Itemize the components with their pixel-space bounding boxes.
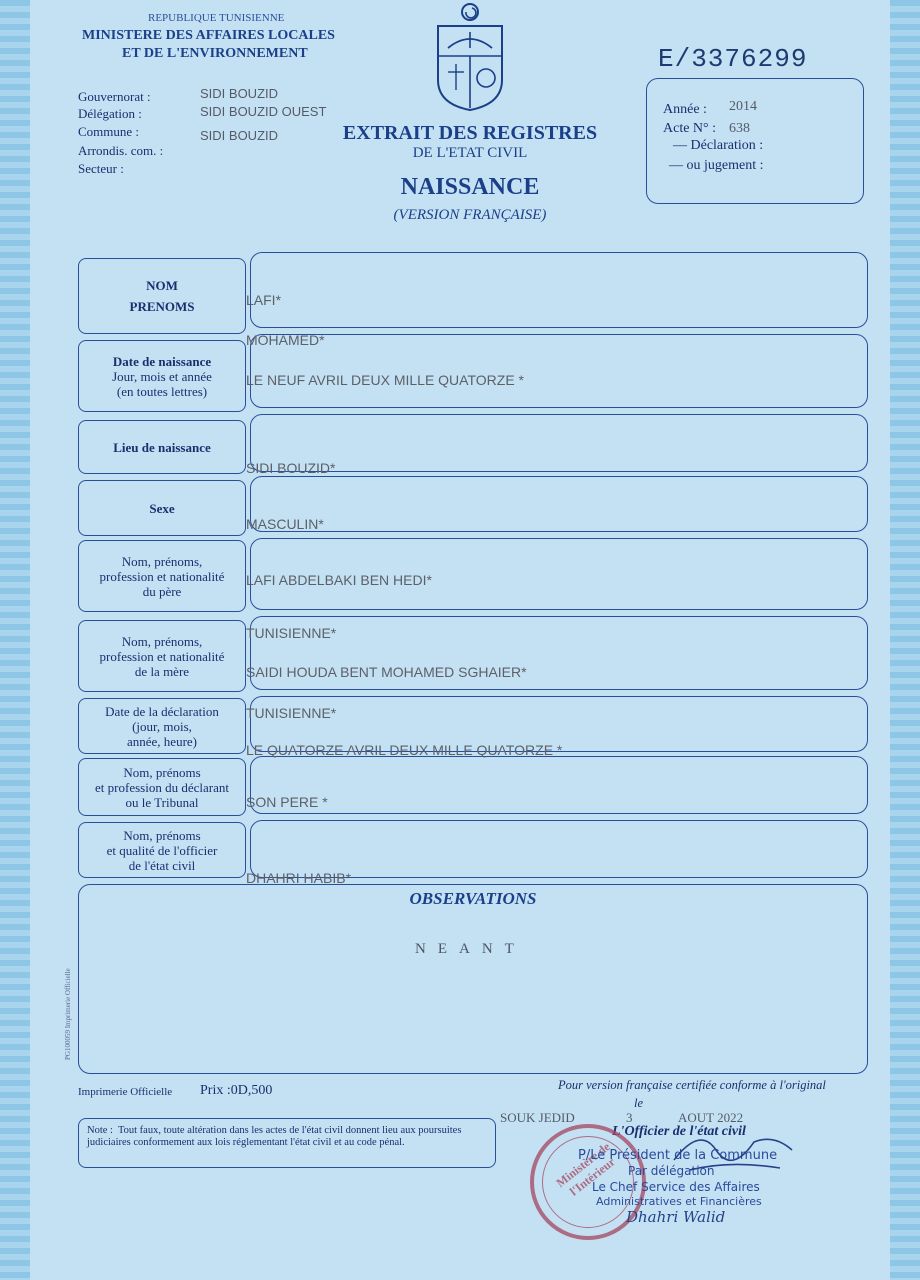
decl-label-1: Date de la déclaration [105, 703, 219, 719]
officier-label-2: et qualité de l'officier [106, 842, 218, 858]
nom-label: NOM [146, 278, 178, 293]
observations-box [78, 884, 868, 1074]
mere-label [78, 620, 246, 692]
mere-label-1: Nom, prénoms, [121, 633, 203, 649]
jugement-label: — ou jugement : [669, 158, 764, 173]
pere-value: LAFI ABDELBAKI BEN HEDI* [246, 572, 432, 588]
place-value: SOUK JEDID [500, 1110, 575, 1125]
observations-title: OBSERVATIONS [409, 889, 537, 908]
lieu-naissance-label: Lieu de naissance [78, 420, 246, 474]
republic-label: REPUBLIQUE TUNISIENNE [148, 12, 285, 24]
pere-label-1: Nom, prénoms, [121, 553, 203, 569]
mere-label-2: profession et nationalité [99, 648, 225, 664]
pere-label [78, 540, 246, 612]
commune-label: Commune : [78, 124, 140, 139]
signature-scribble-icon [670, 1120, 800, 1185]
document-title: EXTRAIT DES REGISTRES [342, 122, 598, 144]
stamp-text: Ministère de l'Intérieur [553, 1139, 618, 1199]
sexe-value-box [250, 476, 868, 532]
note-label: Note : [87, 1125, 113, 1136]
acte-number-value: 638 [729, 121, 750, 136]
declarant-label-2: et profession du déclarant [95, 779, 229, 795]
secteur-label: Secteur : [78, 161, 124, 176]
officer-title: L'Officier de l'état civil [612, 1124, 746, 1139]
certificate-type-title: NAISSANCE [400, 174, 540, 200]
sexe-label: Sexe [78, 480, 246, 536]
nom-value-box [250, 252, 868, 328]
prenoms-label: PRENOMS [129, 299, 195, 314]
officier-value: DHAHRI HABIB* [246, 870, 352, 886]
version-label: (VERSION FRANÇAISE) [393, 207, 547, 223]
sig-line-1: P/Le Président de la Commune [578, 1148, 778, 1163]
date-day-value: 3 [626, 1110, 633, 1125]
declarant-label-1: Nom, prénoms [123, 764, 201, 780]
commune-value: SIDI BOUZID [200, 128, 279, 143]
nom-value: LAFI* [246, 292, 282, 308]
sig-name: Dhahri Walid [626, 1208, 726, 1226]
sig-line-3: Le Chef Service des Affaires [592, 1180, 760, 1194]
price-label: Prix :0D,500 [200, 1083, 273, 1098]
certified-label: Pour version française certifiée conforme à l'original [558, 1078, 826, 1092]
pere-nationalite-value: TUNISIENNE* [246, 625, 337, 641]
pere-label-3: du père [142, 583, 182, 599]
delegation-label: Délégation : [78, 106, 142, 121]
declaration-date-label [78, 698, 246, 754]
dob-label-2: Jour, mois et année [112, 368, 212, 384]
acte-number-label: Acte N° : [663, 121, 717, 136]
printer-label: Imprimerie Officielle [78, 1086, 173, 1098]
gouvernorat-value: SIDI BOUZID [200, 86, 279, 101]
nom-prenoms-label [78, 258, 246, 334]
lieu-value-box [250, 414, 868, 472]
delegation-value: SIDI BOUZID OUEST [200, 104, 327, 119]
mere-label-3: de la mère [134, 663, 190, 679]
declaration-value: LE QUATORZE AVRIL DEUX MILLE QUATORZE * [246, 742, 563, 758]
date-value: AOUT 2022 [678, 1110, 744, 1125]
sexe-value: MASCULIN* [246, 516, 324, 532]
declarant-value: SON PERE * [246, 794, 328, 810]
ministry-line2: ET DE L'ENVIRONNEMENT [122, 46, 308, 61]
dob-value: LE NEUF AVRIL DEUX MILLE QUATORZE * [246, 372, 524, 388]
certificate-page [30, 0, 890, 1280]
officier-label-1: Nom, prénoms [123, 827, 201, 843]
serial-number: E/3376299 [658, 44, 808, 74]
arrondissement-label: Arrondis. com. : [78, 143, 164, 158]
date-naissance-label [78, 340, 246, 412]
decl-label-2: (jour, mois, [132, 718, 192, 734]
decl-label-3: année, heure) [126, 733, 197, 749]
annee-label: Année : [663, 102, 707, 117]
dob-label-3: (en toutes lettres) [116, 383, 208, 399]
legal-note-box [78, 1118, 496, 1168]
mere-value: SAIDI HOUDA BENT MOHAMED SGHAIER* [246, 664, 527, 680]
annee-value: 2014 [729, 99, 757, 114]
officier-label-3: de l'état civil [128, 857, 196, 873]
acte-info-box [646, 78, 864, 204]
declarant-label-3: ou le Tribunal [125, 794, 199, 810]
observations-text: NEANT [415, 941, 526, 957]
coat-of-arms-icon [430, 0, 510, 112]
sig-line-2: Par délégation [628, 1164, 715, 1178]
mere-nationalite-value: TUNISIENNE* [246, 705, 337, 721]
le-label: le [634, 1096, 644, 1110]
document-subtitle: DE L'ETAT CIVIL [412, 145, 528, 161]
ministry-line1: MINISTERE DES AFFAIRES LOCALES [82, 28, 335, 43]
gouvernorat-label: Gouvernorat : [78, 89, 151, 104]
side-print-label: PG100059 Imprimerie Officielle [64, 968, 72, 1060]
lieu-value: SIDI BOUZID* [246, 460, 336, 476]
note-text: Tout faux, toute altération dans les actes de l'état civil donnent lieu aux poursuites judiciaires conformement aux lois réglementant l'état civil et au code pénal. [87, 1125, 462, 1148]
dob-value-box [250, 334, 868, 408]
officier-label [78, 822, 246, 878]
pere-label-2: profession et nationalité [99, 568, 225, 584]
prenom-value: MOHAMED* [246, 332, 325, 348]
declarant-label [78, 758, 246, 816]
declaration-label: — Déclaration : [673, 138, 764, 153]
dob-label-1: Date de naissance [112, 353, 212, 369]
sig-line-4: Administratives et Financières [596, 1195, 762, 1208]
declarant-value-box [250, 756, 868, 814]
